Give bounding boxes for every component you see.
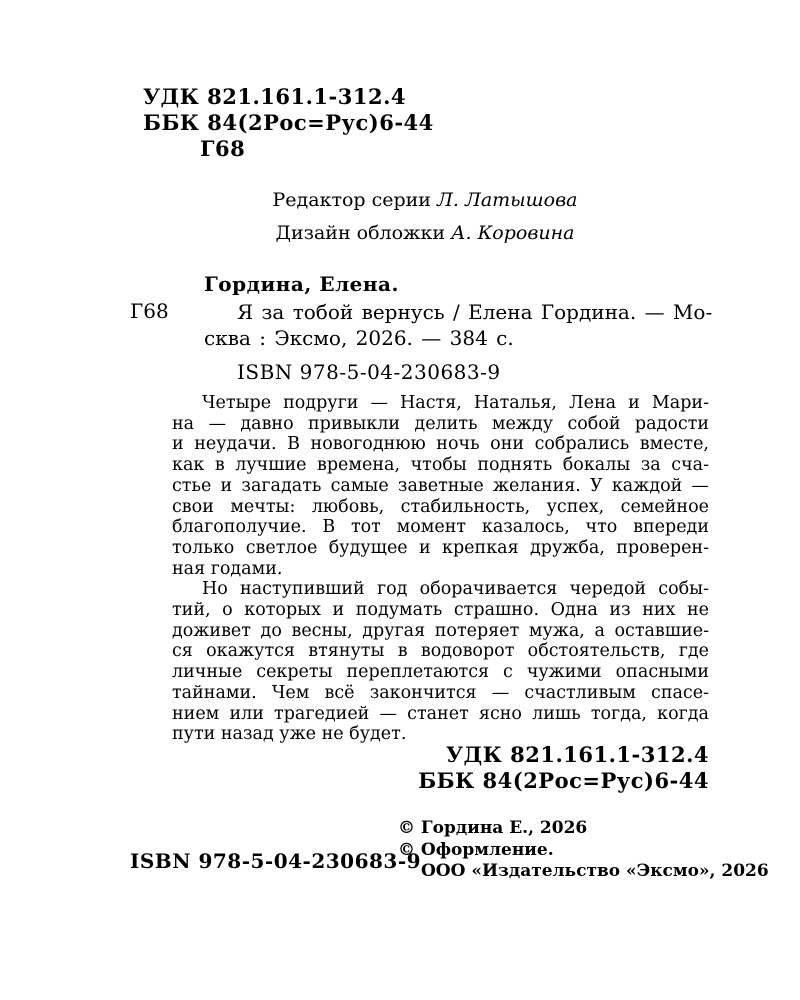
annotation-block [172, 393, 709, 745]
catalog-card-isbn: ISBN 978-5-04-230683-9 [237, 360, 501, 384]
cover-design-name: А. Коровина [451, 222, 575, 244]
copyright-author-line: © Гордина Е., 2026 [398, 818, 588, 838]
annotation-line: Четыре подруги — Настя, Наталья, Лена и Мари- [202, 393, 709, 413]
annotation-line: стье и загадать самые заветные желания. У каждой — [172, 475, 709, 496]
annotation-line: нием или трагедией — станет ясно лишь тогда, когда [172, 703, 709, 724]
annotation-line: только светлое будущее и крепкая дружба, проверен- [172, 537, 709, 558]
series-editor-line [140, 184, 710, 217]
author-sign-top: Г68 [200, 136, 246, 161]
credits-block [140, 184, 710, 250]
classification-block-bottom [418, 742, 709, 794]
annotation-line: и неудачи. В новогоднюю ночь они собрались вместе, [172, 434, 709, 455]
catalog-card-author: Гордина, Елена. [204, 272, 399, 296]
annotation-line: благополучие. В тот момент казалось, что впереди [172, 517, 709, 538]
annotation-line: Но наступивший год оборачивается чередой собы- [202, 579, 709, 600]
annotation-line: свои мечты: любовь, стабильность, успех, семейное [172, 496, 709, 517]
classification-block-top [143, 84, 434, 162]
annotation-line: ся окажутся втянуты в водоворот обстоятельств, где [172, 641, 709, 662]
copyright-block [398, 818, 769, 883]
annotation-line: как в лучшие времена, чтобы поднять бокалы за сча- [172, 455, 709, 476]
annotation-line: пути назад уже не будет. [172, 724, 407, 745]
bbk-code-bottom: ББК 84(2Рос=Рус)6-44 [418, 768, 709, 793]
annotation-line: ная годами. [172, 558, 283, 579]
series-editor-name: Л. Латышова [437, 189, 578, 211]
annotation-line: доживет до весны, другая потеряет мужа, а оставшие- [172, 620, 709, 641]
catalog-card-title-line1: Я за тобой вернусь / Елена Гордина. — Мо- [237, 300, 713, 324]
catalog-card-title [204, 299, 713, 351]
bbk-code-top: ББК 84(2Рос=Рус)6-44 [143, 110, 434, 135]
copyright-design-line: © Оформление. [398, 839, 554, 860]
annotation-line: тий, о которых и подумать страшно. Одна из них не [172, 600, 709, 621]
udk-code-bottom: УДК 821.161.1-312.4 [445, 742, 709, 767]
copyright-publisher-line: ООО «Издательство «Эксмо», 2026 [421, 861, 769, 881]
cover-design-label: Дизайн обложки [275, 222, 446, 244]
udk-code-top: УДК 821.161.1-312.4 [143, 84, 407, 109]
annotation-line: личные секреты переплетаются с чужими опасными [172, 662, 709, 683]
cover-design-line [140, 217, 710, 250]
series-editor-label: Редактор серии [272, 189, 431, 211]
catalog-card-author-sign: Г68 [130, 299, 169, 323]
footer-isbn: ISBN 978-5-04-230683-9 [130, 849, 422, 873]
catalog-card-title-line2: сква : Эксмо, 2026. — 384 с. [204, 326, 514, 350]
annotation-line: тайнами. Чем всё закончится — счастливым спасе- [172, 682, 709, 703]
annotation-line: на — давно привыкли делить между собой радости [172, 413, 709, 434]
